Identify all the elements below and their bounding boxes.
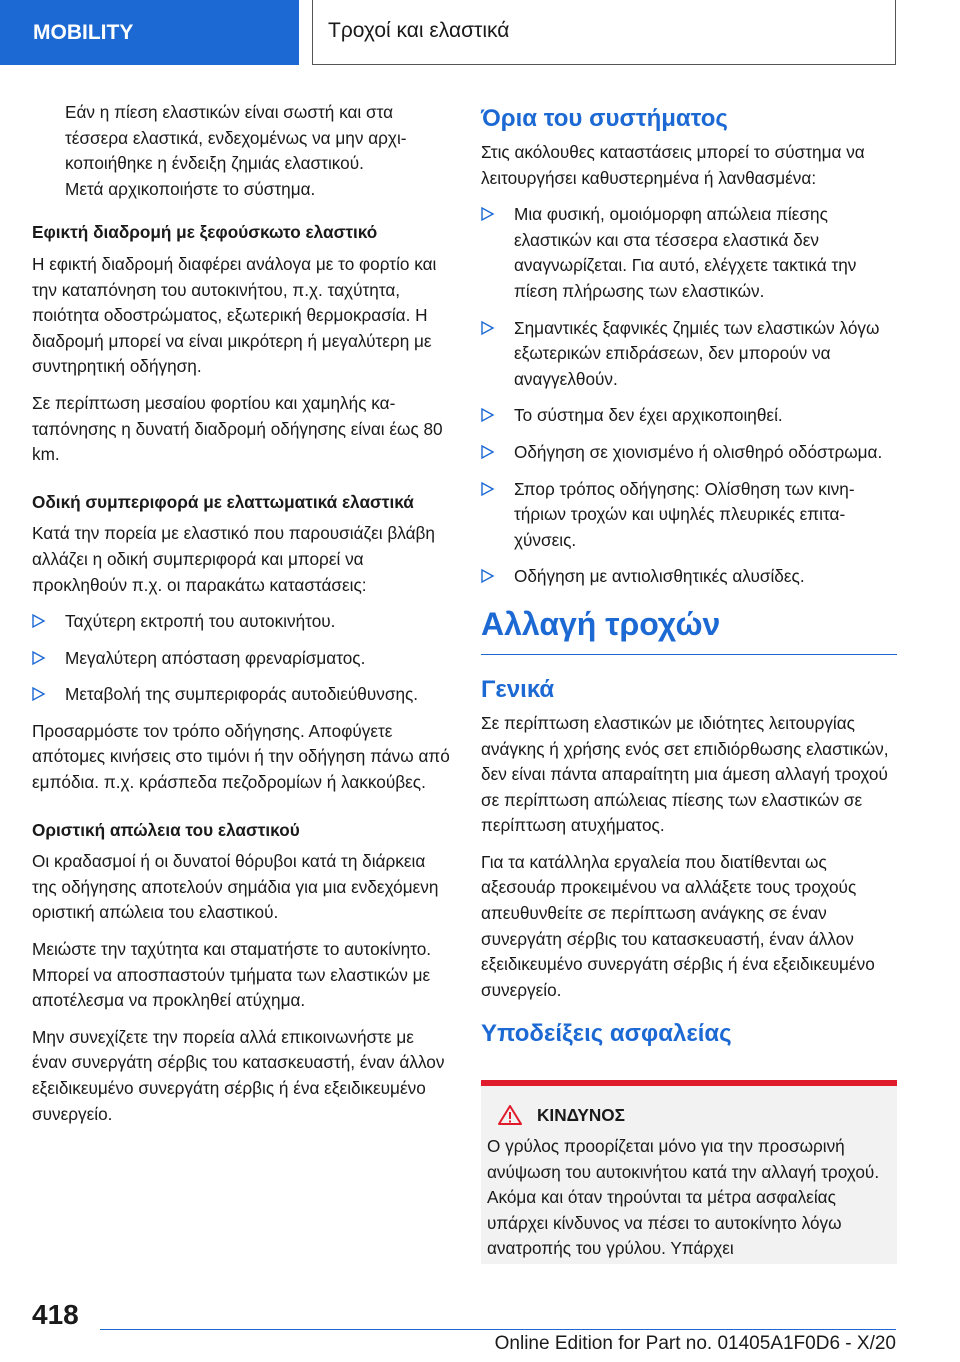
paragraph: Η εφικτή διαδρομή διαφέρει ανάλογα με το φορτίο και την καταπόνηση του αυτοκινήτου, π.χ. ταχύτητα, ποιότητα οδοστρώματος, εξωτερική θερμοκρασία. Η διαδρομή μπορεί να είναι μικρότερη ή μεγαλύτερη με συντηρητική οδήγηση. <box>32 253 437 377</box>
paragraph: Μην συνεχίζετε την πορεία αλλά επικοινωνήστε με έναν συνεργάτη σέρβις του κατασκευαστή, έναν άλλον εξειδικευμένο συνεργάτη σέρβις ή ένα εξειδικευμένο συνεργείο. <box>32 1026 445 1124</box>
triangle-bullet-icon <box>481 318 495 338</box>
paragraph: Οι κραδασμοί ή οι δυνατοί θόρυβοι κατά τη διάρκεια της οδήγησης αποτελούν σημάδια για μια ενδεχόμενη οριστική απώλεια του ελαστικού. <box>32 851 439 923</box>
paragraph: Μειώστε την ταχύτητα και σταματήστε το αυτοκίνητο. Μπορεί να αποσπαστούν τμήματα των ελαστικών με αποτέλεσμα να προκληθεί ατύχημα. <box>32 939 432 1011</box>
heading-driving-behavior: Οδική συμπεριφορά με ελαττωματικά ελαστικά <box>32 491 414 512</box>
heading-range-flat: Εφικτή διαδρομή με ξεφούσκωτο ελαστικό <box>32 222 378 243</box>
heading-system-limits: Όρια του συστήματος <box>481 105 728 132</box>
danger-warning-box <box>481 1080 897 1264</box>
triangle-bullet-icon <box>481 204 495 224</box>
list-item: Μεγαλύτερη απόσταση φρεναρίσματος. <box>32 646 450 672</box>
intro-paragraph: Εάν η πίεση ελαστικών είναι σωστή και στα τέσσερα ελαστικά, ενδεχομένως να μην αρχικοποιήθηκε η ένδειξη ζημιάς ελαστικού. <box>65 102 407 174</box>
list-item: Μεταβολή της συμπεριφοράς αυτοδιεύθυνσης. <box>32 682 450 708</box>
left-column <box>32 100 450 1138</box>
list <box>481 202 897 590</box>
warning-label: ΚΙΝΔΥΝΟΣ <box>537 1104 625 1125</box>
paragraph: Σε περίπτωση μεσαίου φορτίου και χαμηλής καταπόνησης η δυνατή διαδρομή οδήγησης είναι έως 80 km. <box>32 392 443 465</box>
triangle-bullet-icon <box>32 648 46 668</box>
paragraph: Στις ακόλουθες καταστάσεις μπορεί το σύστημα να λειτουργήσει καθυστερημένα ή λανθασμένα: <box>481 142 865 188</box>
heading-tire-loss: Οριστική απώλεια του ελαστικού <box>32 819 300 840</box>
warning-triangle-icon <box>497 1104 523 1126</box>
list-item: Μια φυσική, ομοιόμορφη απώλεια πίεσης ελαστικών και στα τέσσερα ελαστικά δεν αναγνωρίζεται. Για αυτό, ελέγχετε τακτικά την πίεση πλήρωσης των ελαστικών. <box>481 202 897 304</box>
warning-header <box>487 1104 891 1126</box>
paragraph: Προσαρμόστε τον τρόπο οδήγησης. Αποφύγετε απότομες κινήσεις στο τιμόνι ή την οδήγηση πάνω από εμπόδια. π.χ. κράσπεδα πεζοδρομίων ή λακκούβες. <box>32 720 450 793</box>
heading-wheel-change: Αλλαγή τροχών <box>481 604 897 655</box>
heading-general: Γενικά <box>481 675 555 703</box>
triangle-bullet-icon <box>32 684 46 704</box>
page-title: Τροχοί και ελαστικά <box>312 0 896 65</box>
heading-safety: Υποδείξεις ασφαλείας <box>481 1020 732 1048</box>
list-item: Ταχύτερη εκτροπή του αυτοκινήτου. <box>32 609 450 635</box>
list-item: Οδήγηση σε χιονισμένο ή ολισθηρό οδόστρωμα. <box>481 440 897 466</box>
warning-text: Ο γρύλος προορίζεται μόνο για την προσωρινή ανύψωση του αυτοκινήτου κατά την αλλαγή τροχού. Ακόμα και όταν τηρούνται τα μέτρα ασφαλείας υπάρχει κίνδυνος να πέσει το αυτοκίνητο λόγω ανατροπής του γρύλου. Υπάρχει <box>487 1136 880 1259</box>
triangle-bullet-icon <box>481 405 495 425</box>
intro-paragraph-2: Μετά αρχικοποιήστε το σύστημα. <box>65 178 316 199</box>
page-number: 418 <box>32 1299 79 1330</box>
footer-divider <box>100 1329 896 1330</box>
right-column <box>481 100 897 1055</box>
paragraph: Σε περίπτωση ελαστικών με ιδιότητες λειτουργίας ανάγκης ή χρήσης ενός σετ επιδιόρθωσης ελαστικών, δεν είναι πάντα απαραίτητη μια άμεση αλλαγή τροχού σε περίπτωση απώλειας πίεσης των ελαστικών σε περίπτωση ατυχήματος. <box>481 712 889 836</box>
list-item: Οδήγηση με αντιολισθητικές αλυσίδες. <box>481 564 897 590</box>
paragraph: Για τα κατάλληλα εργαλεία που διατίθενται ως αξεσουάρ προκειμένου να αλλάξετε τους τροχούς απευθυνθείτε σε περίπτωση ανάγκης σε έναν συνεργάτη σέρβις του κατασκευαστή, έναν άλλον εξειδικευμένο συνεργάτη σέρβις ή ένα εξειδικευμένο συνεργείο. <box>481 851 875 1000</box>
list-item: Σημαντικές ξαφνικές ζημιές των ελαστικών λόγω εξωτερικών επιδράσεων, δεν μπορούν να αναγγελθούν. <box>481 316 897 393</box>
list <box>32 609 450 708</box>
triangle-bullet-icon <box>32 611 46 631</box>
triangle-bullet-icon <box>481 442 495 462</box>
section-tab: MOBILITY <box>0 0 299 65</box>
triangle-bullet-icon <box>481 566 495 586</box>
triangle-bullet-icon <box>481 479 495 499</box>
footer-edition: Online Edition for Part no. 01405A1F0D6 - X/20 <box>494 1333 896 1354</box>
paragraph: Κατά την πορεία με ελαστικό που παρουσιάζει βλάβη αλλάζει η οδική συμπεριφορά και μπορεί να προκληθούν π.χ. οι παρακάτω καταστάσεις: <box>32 523 435 595</box>
list-item: Το σύστημα δεν έχει αρχικοποιηθεί. <box>481 403 897 429</box>
list-item: Σπορ τρόπος οδήγησης: Ολίσθηση των κινητήριων τροχών και υψηλές πλευρικές επιταχύνσεις. <box>481 477 897 554</box>
